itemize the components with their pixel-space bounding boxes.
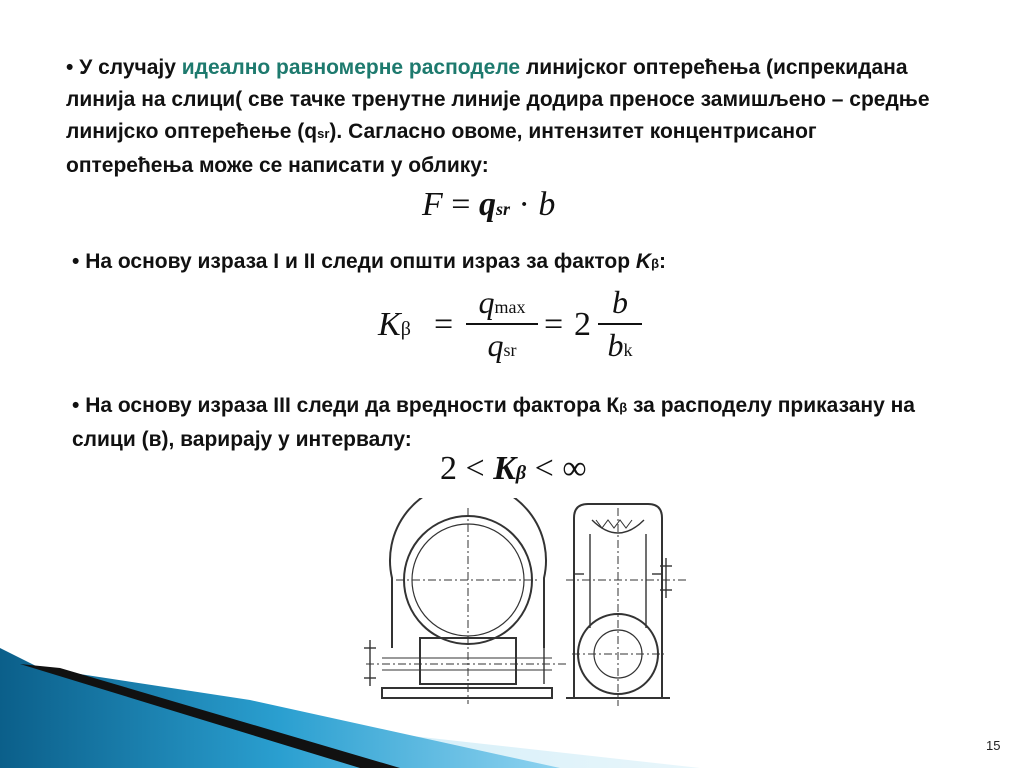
fraction-qmax-qsr: qmax qsr — [466, 284, 538, 364]
formula-k-beta: Kβ = qmax qsr = 2 b bk — [378, 284, 648, 376]
bullet-general-expression: • На основу израза I и II следи општи израз за фактор Kβ: — [72, 250, 666, 273]
formula-interval: 2 < Kβ < ∞ — [440, 450, 587, 487]
page-number: 15 — [986, 738, 1001, 753]
formula-f-equals-qsr-b: F = qsr · b — [422, 186, 556, 223]
highlight-text: идеално равномерне расподеле — [181, 56, 521, 79]
bullet-interval: • На основу израза III следи да вредности фактора Кβ за расподелу приказану на слици (в), варирају у интервалу: — [72, 394, 915, 451]
fraction-b-bk: b bk — [598, 284, 642, 364]
bullet-ideal-distribution: • У случају идеално равномерне расподеле линијског оптерећења (испрекидана линија на слици( све тачке тренутне линије додира преносе замишљено – средње линијско оптерећење (qsr). Сагласно овоме, интензитет концентрисаног оптерећења може се написати у облику: — [66, 56, 930, 177]
gear-drawing — [352, 498, 692, 710]
